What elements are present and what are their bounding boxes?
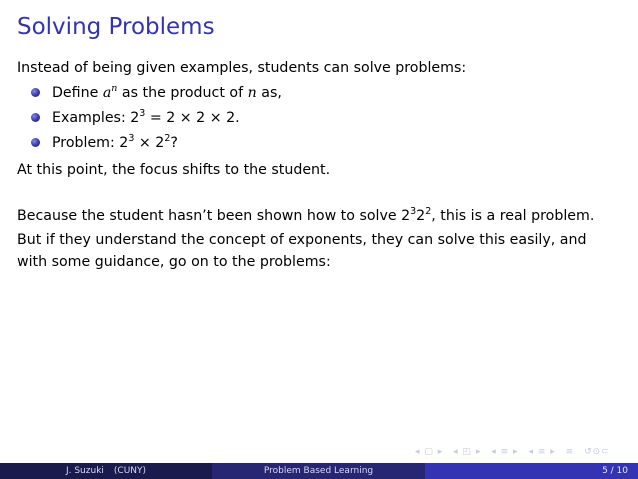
focus-shift-text: At this point, the focus shifts to the student. [17, 162, 331, 178]
bullet-dot-icon [31, 88, 40, 97]
slide-title: Solving Problems [17, 14, 215, 40]
footer-page-number: 5 / 10 [425, 463, 638, 479]
beamer-navigation [415, 447, 625, 461]
bullet-dot-icon [31, 138, 40, 147]
intro-text: Instead of being given examples, students can solve problems: [17, 60, 467, 76]
paragraph-line-2: But if they understand the concept of exponents, they can solve this easily, and [17, 232, 587, 248]
bullet-dot-icon [31, 113, 40, 122]
nav-search-icon[interactable]: ↺⊙⊂ [584, 447, 610, 457]
explanation-paragraph [17, 205, 594, 273]
bullet-define: Define $a^n$ as the product of n as, [30, 83, 282, 108]
bullet-list [30, 83, 282, 158]
paragraph-line-1: Because the student hasn’t been shown how to solve $2^32^2$, this is a real problem. [17, 206, 595, 224]
bullet-examples: Examples: $2^3 = 2 \times 2 \times 2$. [30, 108, 282, 133]
footer-author: J. Suzuki (CUNY) [0, 463, 212, 479]
footer-title: Problem Based Learning [212, 463, 425, 479]
nav-subsection-icon[interactable]: ◂ ≡ ▸ [528, 447, 556, 457]
nav-section-icon[interactable]: ◂ ≡ ▸ [491, 447, 519, 457]
paragraph-line-3: with some guidance, go on to the problems: [17, 254, 331, 270]
slide-footer [0, 463, 638, 479]
bullet-problem: Problem: $2^3 \times 2^2$? [30, 133, 282, 158]
nav-frame-icon[interactable]: ◂ ◰ ▸ [453, 447, 482, 457]
nav-align-icon[interactable]: ≡ [565, 447, 575, 457]
nav-left-arrow-icon[interactable]: ◂ ▢ ▸ [415, 447, 444, 457]
